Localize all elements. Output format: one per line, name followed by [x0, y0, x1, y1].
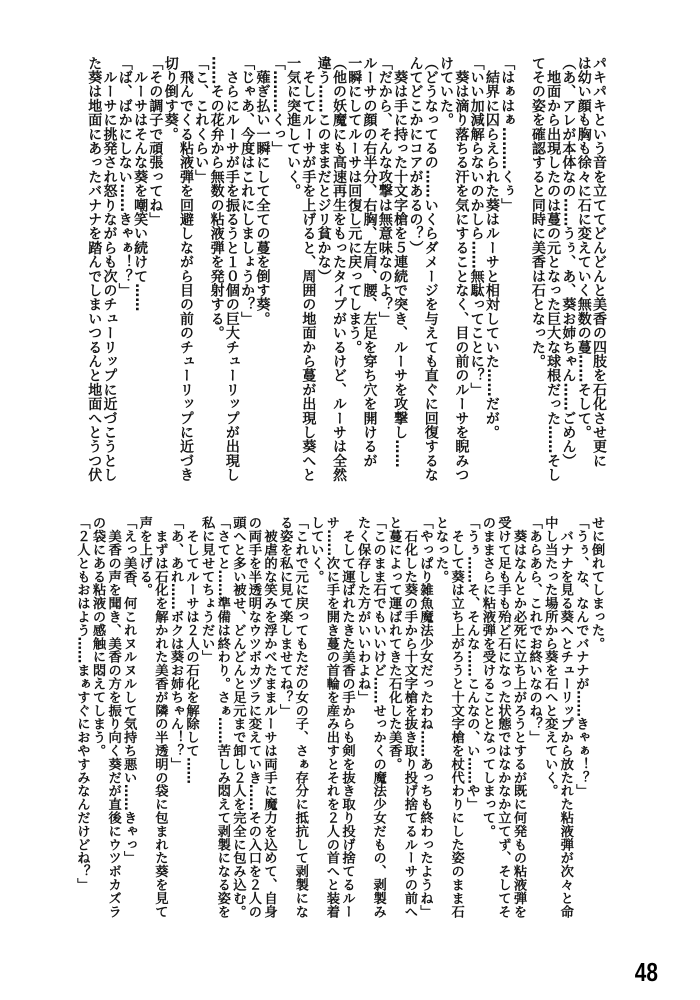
text-line: 受けて足も手も殆ど石になった状態ではなかなか立てず、そしてそ	[495, 516, 511, 918]
text-line: まずは石化を解かれた美香が隣の半透明の袋に包まれた葵を見て	[152, 516, 168, 918]
text-line: 「あ、あれ……ボクは葵お姉ちゃん！？」	[167, 516, 183, 771]
text-line: んてどこかにコアがあるの？）	[407, 56, 424, 255]
text-line: 「２人ともおはよう……まぁすぐにおやすみなんだけどね？」	[74, 516, 90, 892]
text-line: （どうなってるの……いくらダメージを与えても直ぐに回復するな	[422, 56, 439, 482]
text-line: 「いい加減解らないのかしら……無駄ってことに？」	[468, 56, 485, 397]
upper-text-block	[86, 56, 606, 486]
text-line: 「さてと……準備は終わり。さぁ……苦しみ悶えて剥製になる姿を	[214, 516, 230, 918]
text-line: （他の妖魔にも高速再生をもったタイプがいるけど、ルーサは全然	[330, 56, 347, 482]
text-line: 「うぅ、な、なんでバナナが……きゃぁ！？」	[573, 516, 589, 798]
text-line: 「やっぱり雑魚魔法少女だったわね……あっちも終わったようね」	[417, 516, 433, 918]
text-line: 声を上げる。	[136, 516, 152, 597]
text-line: 葵はなんとか必死に立ち上がろうとするが既に何発もの粘液弾を	[511, 516, 527, 918]
text-line: 違う……このままだとジリ貧かな）	[315, 56, 332, 284]
text-line: そしてルーサは２人の石化を解除して……	[183, 516, 199, 784]
text-line: の袋にある粘液の感触に悶えてしまう。	[90, 516, 105, 758]
text-line: 葵は手に持った十文字槍を５連続で突き、ルーサを攻撃し……	[392, 56, 409, 468]
text-line: 「はぁはぁ………くぅ」	[499, 56, 516, 213]
text-line: していく。	[308, 516, 324, 583]
text-line: は幼い顔も胸も徐々に石に変えていく無数の蔓……そして。	[575, 56, 592, 440]
lower-text-block	[74, 516, 604, 918]
text-line: サ……次に手を開き蔓の首輪を産み出すとそれを２人の首へと装着	[323, 516, 339, 918]
text-line: 頭へと多い被せ、どんどんと足元まで卸し２人を完全に包み込む。	[230, 516, 246, 918]
text-line: 切り倒す葵。	[162, 56, 179, 142]
text-line: 中し当たった場所から葵を石へと変えていく。	[542, 516, 558, 798]
text-line: 石化した葵の手から十文字槍を抜き取り投げ捨てるルーサの前へ	[401, 516, 417, 918]
text-line: （あ、アレが本体なの……うぅ、あ、葵お姉ちゃん……ごめん）	[560, 56, 577, 468]
text-line: たく保存した方がいいわよね」	[355, 516, 371, 704]
text-line: そして運ばれたきた美香の手からも剣を抜き取り投げ捨てるルー	[339, 516, 355, 918]
text-line: バナナを見る葵へとチューリップから放たれた粘液弾が次々と命	[557, 516, 573, 918]
text-line: 「うぅ……そ、そんな……こんなの、い……や」	[464, 516, 480, 811]
text-line: 結界に囚らえられた葵はルーサと相対していた……だが。	[483, 56, 500, 440]
text-line: 「その調子で頑張ってね」	[147, 56, 164, 227]
text-line: 葵は滴り落ちる汗を気にすることなく、目の前のルーサを睨みつ	[453, 56, 470, 482]
text-line: 地面から出現したのは蔓の元となった巨大な球根だった……そし	[545, 56, 562, 482]
text-line: 「えっ美香、何これヌルヌルして気持ち悪い……きゃっ」	[121, 516, 137, 865]
text-line: 「ば、ばかにしない……きゃぁ！？」	[116, 56, 133, 298]
text-line	[514, 56, 529, 486]
text-line: せに倒れてしまった。	[589, 516, 604, 650]
text-line: る姿を私に見て楽しませてね？」	[277, 516, 293, 717]
text-line: 私に見せてちょうだい」	[199, 516, 215, 664]
text-line: そして葵は立ち上がろうと十文字槍を杖代わりにした姿のまま石	[448, 516, 464, 918]
text-line: ルーサはそんな葵を嘲笑い続けて……	[132, 56, 149, 312]
text-line: ……その花弁から無数の粘液弾を発射する。	[208, 56, 225, 340]
text-line: となった。	[433, 516, 449, 583]
text-line: 「これで元に戻ってもただの女の子、さぁ存分に抵抗して剥製にな	[292, 516, 308, 918]
text-line: さらにルーサが手を振るうと１０個の巨大チューリップが出現し	[223, 56, 240, 482]
text-line: と蔓によって運ばれてきた石化した美香。	[386, 516, 402, 771]
text-line: ルーサの顔の右半分、右胸、左肩、腰、左足を穿ち穴を開けるが	[361, 56, 378, 468]
text-line: ルーサに挑発され怒りながらも次のチューリップに近づこうとし	[101, 56, 118, 482]
text-line: 被虐的な笑みを浮かべたままルーサは両手に魔力を込めて、自身	[261, 516, 277, 918]
text-line: 「あらあら、これでお終いなのね？」	[526, 516, 542, 744]
text-line: 薙ぎ払い一瞬にして全ての蔓を倒す葵。	[254, 56, 271, 326]
text-line: 「………くっ」	[269, 56, 286, 156]
text-line: の両手を半透明なウツボカヅラに変えていき……その入口を２人の	[245, 516, 261, 918]
text-line: のままさらに粘液弾を受けることとなってしまって。	[479, 516, 495, 838]
page-number: 48	[634, 957, 658, 987]
text-line: 「このまま石でもいいけど……せっかくの魔法少女だもの、剥製み	[370, 516, 386, 918]
text-line: てその姿を確認すると同時に美香は石となった。	[529, 56, 546, 369]
text-line: 「こ、これくらい」	[193, 56, 210, 184]
text-line: 飛んでくる粘液弾を回避しながら目の前のチューリップに近づき	[177, 56, 194, 482]
text-line: 「だから、そんな攻撃は無意味なのよ？」	[376, 56, 393, 326]
text-line: けていた。	[438, 56, 455, 127]
text-line: 「じゃあ、今度はこれにしましょうか？」	[239, 56, 256, 326]
text-line: 美香の声を聞き、美香の方を振り向く葵だが直後にウツボカズラ	[105, 516, 121, 918]
text-line: パキパキという音を立ててどんどんと美香の四肢を石化させ更に	[591, 56, 607, 468]
text-line: た葵は地面にあったバナナを踏んでしまいつるんと地面へとうつ伏	[86, 56, 103, 482]
text-line: 一瞬にしてルーサは回復し元に戻ってしまう。	[346, 56, 363, 355]
text-line: 一気に突進していく。	[285, 56, 302, 198]
text-line: そしてルーサが手を上げると、周囲の地面から蔓が出現し葵へと	[300, 56, 317, 482]
